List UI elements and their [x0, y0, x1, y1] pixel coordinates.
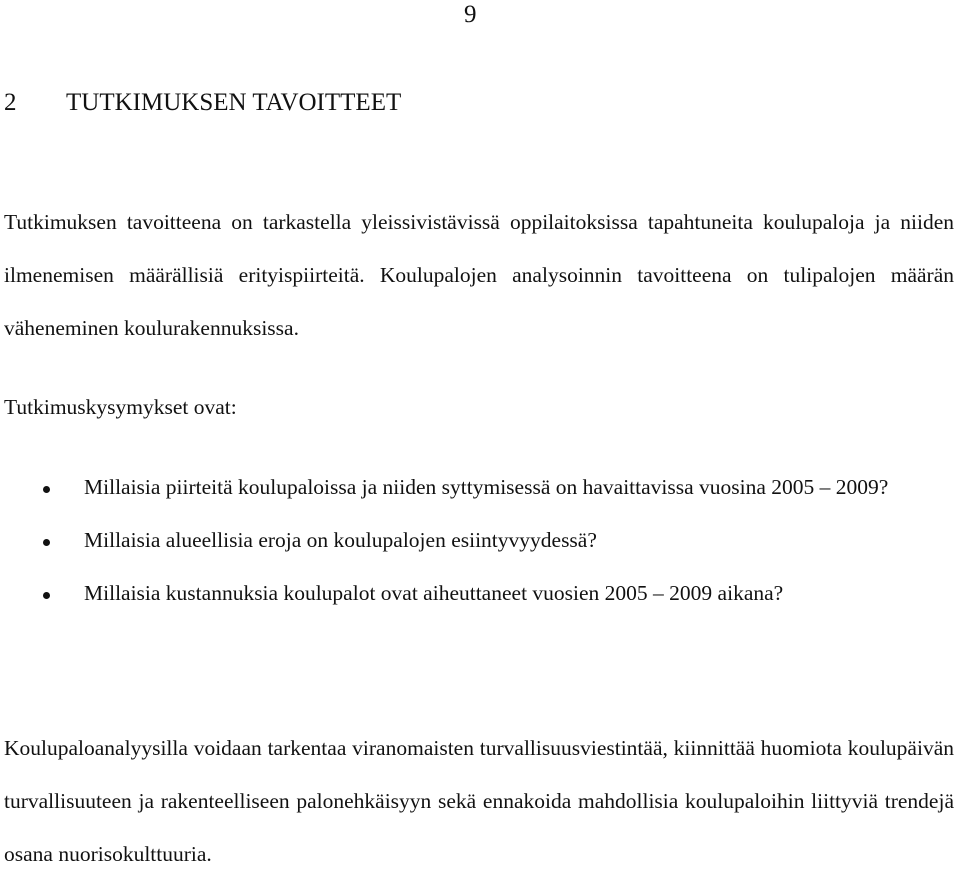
- page-number: 9: [464, 1, 477, 28]
- question-text: Millaisia kustannuksia koulupalot ovat aiheuttaneet vuosien 2005 – 2009 aikana?: [84, 581, 784, 605]
- section-title: TUTKIMUKSEN TAVOITTEET: [66, 89, 402, 116]
- bullet-icon: [43, 592, 50, 599]
- list-item: [0, 523, 954, 558]
- bullet-icon: [43, 486, 50, 493]
- conclusion-paragraph: Koulupaloanalyysilla voidaan tarkentaa viranomaisten turvallisuusviestintää, kiinnittää huomiota koulupäivän turvallisuuteen ja rakenteelliseen palonehkäisyyn sekä ennakoida mahdollisia koulupaloihin liittyviä trendejä osana nuorisokulttuuria.: [4, 736, 954, 866]
- list-item: [0, 470, 954, 505]
- questions-lead: Tutkimuskysymykset ovat:: [4, 395, 237, 419]
- bullet-icon: [43, 539, 50, 546]
- research-questions-list: [0, 470, 954, 629]
- question-text: Millaisia alueellisia eroja on koulupalojen esiintyvyydessä?: [84, 528, 597, 552]
- section-number: 2: [4, 89, 17, 116]
- section-heading: [4, 88, 401, 118]
- list-item: [0, 576, 954, 611]
- intro-paragraph: Tutkimuksen tavoitteena on tarkastella yleissivistävissä oppilaitoksissa tapahtuneita koulupaloja ja niiden ilmenemisen määrällisiä erityispiirteitä. Koulupalojen analysoinnin tavoitteena on tulipalojen määrän väheneminen koulurakennuksissa.: [4, 210, 954, 340]
- question-text: Millaisia piirteitä koulupaloissa ja niiden syttymisessä on havaittavissa vuosina 2005 – 2009?: [84, 475, 889, 499]
